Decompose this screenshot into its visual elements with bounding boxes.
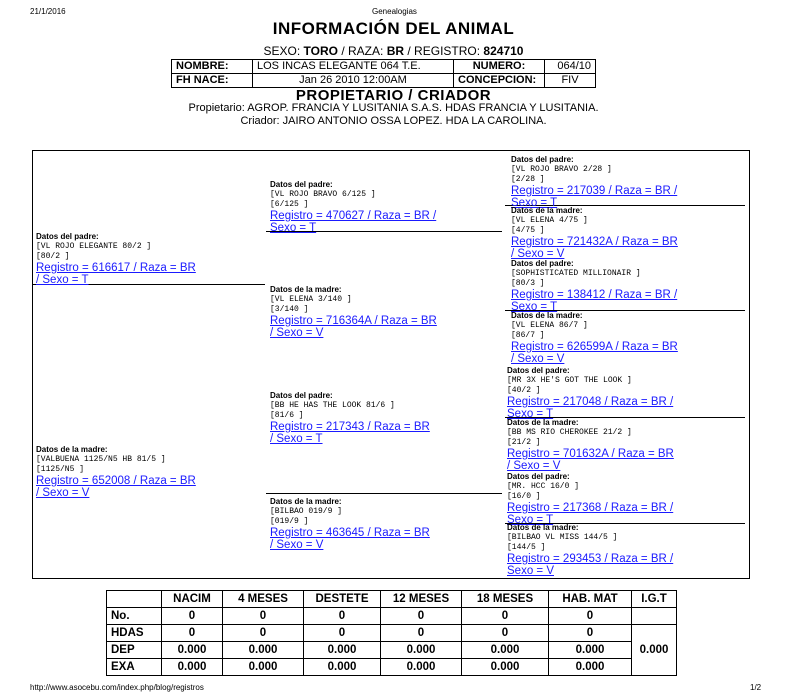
maternal-grandsire-node <box>270 391 430 445</box>
node-name: [VL ROJO ELEGANTE 80/2 ] <box>36 242 152 251</box>
igt-value: 0.000 <box>632 625 677 676</box>
node-code: [2/28 ] <box>511 175 545 184</box>
col-header: 18 MESES <box>462 591 549 608</box>
registro-link[interactable]: Registro = 652008 / Raza = BR <box>36 475 196 487</box>
node-code: [3/140 ] <box>270 305 309 314</box>
node-name: [BB MS RIO CHEROKEE 21/2 ] <box>507 428 632 437</box>
stats-corner-cell <box>107 591 162 608</box>
igt-empty-cell <box>632 608 677 625</box>
registro-link[interactable]: Registro = 626599A / Raza = BR <box>511 341 678 353</box>
page-title: INFORMACIÓN DEL ANIMAL <box>272 19 515 38</box>
sexo-link[interactable]: / Sexo = V <box>36 487 90 499</box>
stats-table <box>106 590 677 676</box>
registro-link[interactable]: Registro = 716364A / Raza = BR <box>270 315 437 327</box>
sexo-link[interactable]: / Sexo = V <box>270 539 324 551</box>
footer-url: http://www.asocebu.com/index.php/blog/registros <box>30 683 204 692</box>
table-row <box>107 608 677 625</box>
node-label: Datos de la madre: <box>270 497 342 506</box>
sexo-link[interactable]: / Sexo = V <box>270 327 324 339</box>
cell: 0.000 <box>381 642 462 659</box>
sexo-value: TORO <box>303 44 338 58</box>
cell: 0.000 <box>304 659 381 676</box>
node-name: [MR. HCC 16/0 ] <box>507 482 580 491</box>
cell: 0.000 <box>462 642 549 659</box>
print-date: 21/1/2016 <box>30 7 66 16</box>
node-code: [21/2 ] <box>507 438 541 447</box>
cell: 0 <box>462 608 549 625</box>
row-label: HDAS <box>107 625 162 642</box>
node-label: Datos de la madre: <box>36 445 108 454</box>
cell: 0.000 <box>304 642 381 659</box>
cell: 0 <box>304 608 381 625</box>
cell: 0.000 <box>162 642 223 659</box>
node-label: Datos de la madre: <box>511 311 583 320</box>
node-code: [81/6 ] <box>270 411 304 420</box>
node-name: [BB HE HAS THE LOOK 81/6 ] <box>270 401 395 410</box>
registro-link[interactable]: Registro = 701632A / Raza = BR <box>507 448 674 460</box>
node-label: Datos de la madre: <box>511 206 583 215</box>
cell: 0.000 <box>549 642 632 659</box>
node-name: [VALBUENA 1125/N5 HB 81/5 ] <box>36 455 166 464</box>
node-label: Datos del padre: <box>507 472 570 481</box>
cell: 0 <box>549 608 632 625</box>
print-site: Genealogias <box>372 7 417 16</box>
cell: 0 <box>462 625 549 642</box>
col-header: HAB. MAT <box>549 591 632 608</box>
node-label: Datos de la madre: <box>507 523 579 532</box>
sexo-link[interactable]: Sexo = T <box>507 514 554 526</box>
cell: 0.000 <box>162 659 223 676</box>
ggp-node-7 <box>507 472 673 526</box>
ggp-node-4 <box>511 311 678 365</box>
cell: 0 <box>381 625 462 642</box>
node-label: Datos del padre: <box>36 232 99 241</box>
sexo-raza-registro <box>0 44 787 58</box>
ggp-node-3 <box>511 259 677 313</box>
ggp-node-8 <box>507 523 673 577</box>
divider-line <box>266 493 502 494</box>
col-header: DESTETE <box>304 591 381 608</box>
table-row <box>107 659 677 676</box>
sexo-label: SEXO: <box>263 44 301 58</box>
node-code: [16/0 ] <box>507 492 541 501</box>
paternal-granddam-node <box>270 285 437 339</box>
registro-link[interactable]: Registro = 217343 / Raza = BR <box>270 421 430 433</box>
sexo-link[interactable]: / Sexo = T <box>36 274 89 286</box>
ggp-node-5 <box>507 366 673 420</box>
node-code: [1125/N5 ] <box>36 465 85 474</box>
node-label: Datos del padre: <box>511 259 574 268</box>
node-name: [VL ELENA 86/7 ] <box>511 321 588 330</box>
sexo-link[interactable]: / Sexo = V <box>511 353 565 365</box>
propietario-text: Propietario: AGROP. FRANCIA Y LUSITANIA S.A.S. HDAS FRANCIA Y LUSITANIA. <box>188 102 599 114</box>
registro-link[interactable]: Registro = 721432A / Raza = BR <box>511 236 678 248</box>
nombre-value: LOS INCAS ELEGANTE 064 T.E. <box>253 60 454 74</box>
node-code: [40/2 ] <box>507 386 541 395</box>
paternal-grandsire-node <box>270 180 436 234</box>
sexo-link[interactable]: / Sexo = V <box>507 460 561 472</box>
cell: 0 <box>549 625 632 642</box>
node-code: [80/3 ] <box>511 279 545 288</box>
concepcion-value: FIV <box>545 74 596 88</box>
cell: 0 <box>223 608 304 625</box>
fh-nace-label: FH NACE: <box>172 74 253 88</box>
registro-value: 824710 <box>483 44 524 58</box>
registro-link[interactable]: Registro = 217368 / Raza = BR / <box>507 502 674 514</box>
registro-link[interactable]: Registro = 470627 / Raza = BR / <box>270 210 437 222</box>
cell: 0 <box>223 625 304 642</box>
node-code: [4/75 ] <box>511 226 545 235</box>
cell: 0 <box>304 625 381 642</box>
sexo-link[interactable]: Sexo = V <box>507 565 554 577</box>
node-code: [144/5 ] <box>507 543 546 552</box>
node-label: Datos de la madre: <box>507 418 579 427</box>
sexo-link[interactable]: / Sexo = T <box>270 433 323 445</box>
sexo-link[interactable]: Sexo = T <box>511 197 558 209</box>
node-code: [6/125 ] <box>270 200 309 209</box>
raza-value: BR <box>386 44 405 58</box>
registro-link[interactable]: Registro = 293453 / Raza = BR / <box>507 553 674 565</box>
registro-link[interactable]: Registro = 463645 / Raza = BR <box>270 527 430 539</box>
col-header: I.G.T <box>632 591 677 608</box>
sexo-link[interactable]: Sexo = T <box>507 408 554 420</box>
raza-label: / RAZA: <box>341 44 384 58</box>
numero-label: NUMERO: <box>454 60 545 74</box>
node-label: Datos del padre: <box>270 391 333 400</box>
col-header: 4 MESES <box>223 591 304 608</box>
cell: 0.000 <box>223 642 304 659</box>
node-label: Datos del padre: <box>507 366 570 375</box>
criador-text: Criador: JAIRO ANTONIO OSSA LOPEZ. HDA LA CAROLINA. <box>240 115 547 127</box>
row-label: DEP <box>107 642 162 659</box>
node-label: Datos de la madre: <box>270 285 342 294</box>
node-name: [MR 3X HE'S GOT THE LOOK ] <box>507 376 632 385</box>
table-row <box>107 642 677 659</box>
sexo-link[interactable]: / Sexo = V <box>511 248 565 260</box>
node-name: [SOPHISTICATED MILLIONAIR ] <box>511 269 641 278</box>
node-code: [80/2 ] <box>36 252 70 261</box>
cell: 0.000 <box>223 659 304 676</box>
ggp-node-6 <box>507 418 674 472</box>
registro-link[interactable]: Registro = 217039 / Raza = BR / <box>511 185 678 197</box>
registro-link[interactable]: Registro = 217048 / Raza = BR / <box>507 396 674 408</box>
page-number: 1/2 <box>750 683 762 692</box>
fh-nace-value: Jan 26 2010 12:00AM <box>253 74 454 88</box>
node-name: [BILBAO VL MISS 144/5 ] <box>507 533 618 542</box>
registro-label: / REGISTRO: <box>407 44 481 58</box>
ggp-node-1 <box>511 155 677 209</box>
concepcion-label: CONCEPCION: <box>454 74 545 88</box>
node-code: [86/7 ] <box>511 331 545 340</box>
cell: 0 <box>162 625 223 642</box>
row-label: No. <box>107 608 162 625</box>
node-label: Datos del padre: <box>511 155 574 164</box>
sexo-link[interactable]: Sexo = T <box>511 301 558 313</box>
registro-link[interactable]: Registro = 138412 / Raza = BR / <box>511 289 678 301</box>
node-name: [BILBAO 019/9 ] <box>270 507 343 516</box>
propietario-criador-title: PROPIETARIO / CRIADOR <box>295 87 492 104</box>
sire-node <box>36 232 196 286</box>
numero-value: 064/10 <box>545 60 596 74</box>
nombre-label: NOMBRE: <box>172 60 253 74</box>
node-label: Datos del padre: <box>270 180 333 189</box>
cell: 0.000 <box>549 659 632 676</box>
node-name: [VL ELENA 3/140 ] <box>270 295 352 304</box>
node-code: [019/9 ] <box>270 517 309 526</box>
cell: 0.000 <box>381 659 462 676</box>
table-row <box>107 625 677 642</box>
row-label: EXA <box>107 659 162 676</box>
maternal-granddam-node <box>270 497 430 551</box>
cell: 0 <box>381 608 462 625</box>
node-name: [VL ELENA 4/75 ] <box>511 216 588 225</box>
node-name: [VL ROJO BRAVO 6/125 ] <box>270 190 376 199</box>
col-header: NACIM <box>162 591 223 608</box>
node-name: [VL ROJO BRAVO 2/28 ] <box>511 165 612 174</box>
col-header: 12 MESES <box>381 591 462 608</box>
cell: 0 <box>162 608 223 625</box>
ggp-node-2 <box>511 206 678 260</box>
registro-link[interactable]: Registro = 616617 / Raza = BR <box>36 262 196 274</box>
animal-info-table <box>171 59 596 88</box>
cell: 0.000 <box>462 659 549 676</box>
dam-node <box>36 445 196 499</box>
sexo-link[interactable]: Sexo = T <box>270 222 317 234</box>
